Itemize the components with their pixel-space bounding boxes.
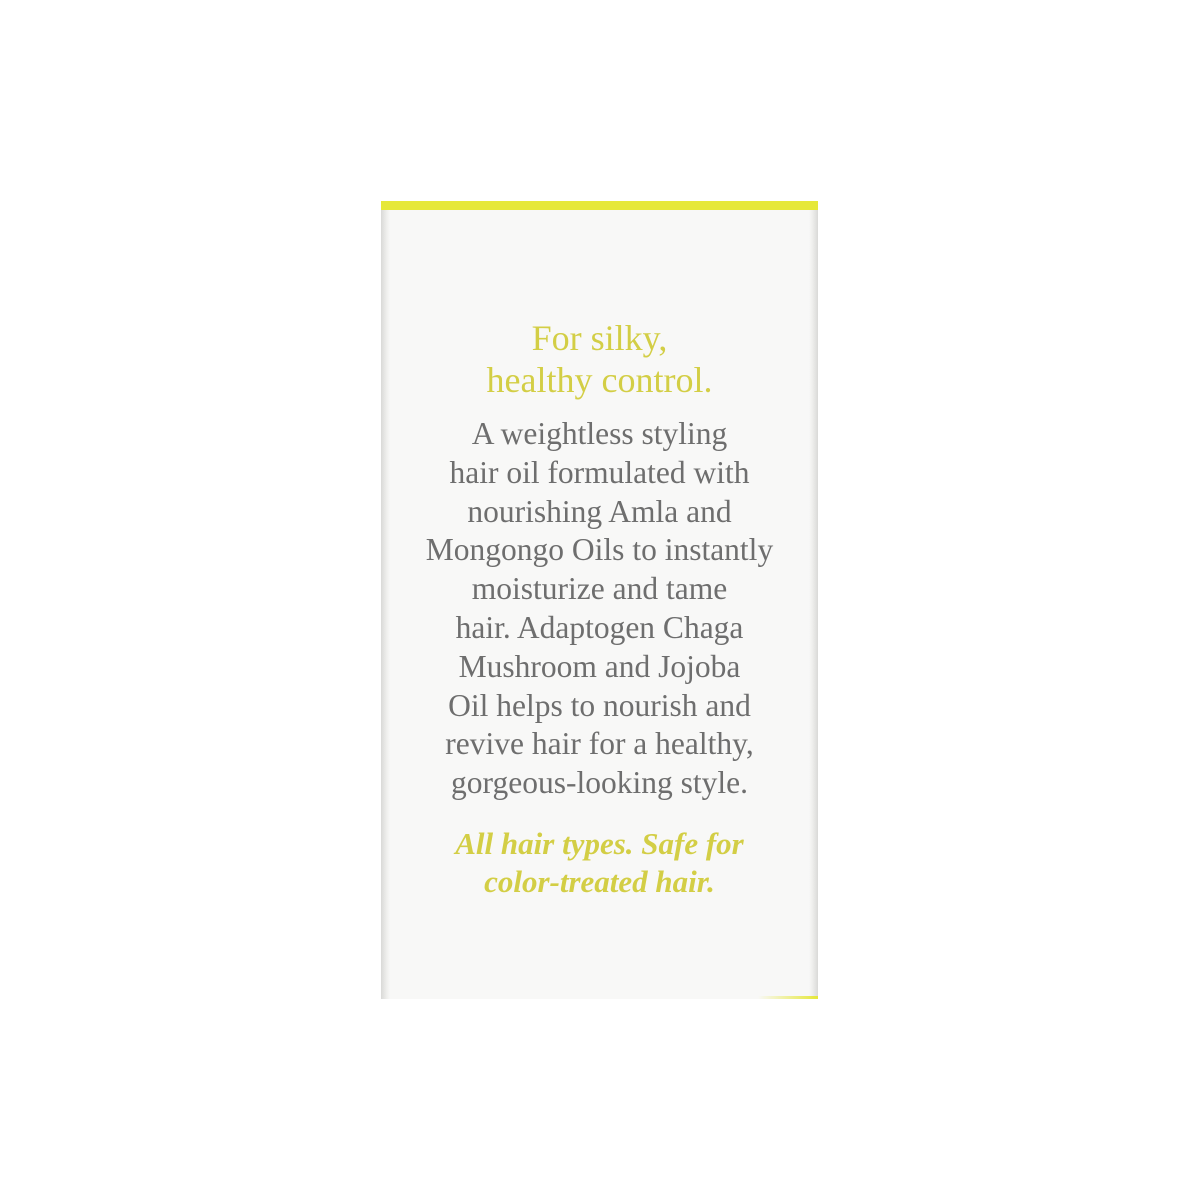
description-line: A weightless styling bbox=[471, 416, 728, 451]
description-line: Mushroom and Jojoba bbox=[458, 648, 741, 684]
tagline-line: color-treated hair. bbox=[484, 863, 715, 899]
description-line: nourishing Amla and bbox=[467, 493, 732, 529]
headline-line: For silky, bbox=[531, 318, 668, 358]
headline bbox=[401, 317, 798, 401]
yellow-bottom-accent bbox=[758, 996, 818, 999]
panel-copy bbox=[401, 317, 798, 901]
tagline-line: All hair types. Safe for bbox=[455, 825, 744, 861]
panel-left-edge-shadow bbox=[381, 210, 390, 999]
description-line: Mongongo Oils to instantly bbox=[425, 532, 774, 568]
yellow-top-stripe bbox=[381, 201, 818, 210]
product-box-side-panel bbox=[381, 201, 818, 999]
description-line: hair. Adaptogen Chaga bbox=[455, 609, 744, 645]
description-line: revive hair for a healthy, bbox=[445, 726, 754, 762]
hair-type-tagline bbox=[401, 825, 798, 901]
panel-right-edge-shadow bbox=[809, 210, 818, 999]
description-line: hair oil formulated with bbox=[449, 454, 750, 490]
description-line: Oil helps to nourish and bbox=[448, 687, 751, 723]
product-description bbox=[401, 415, 798, 803]
headline-line: healthy control. bbox=[486, 360, 713, 400]
description-line: moisturize and tame bbox=[471, 571, 728, 607]
description-line: gorgeous-looking style. bbox=[451, 765, 748, 801]
